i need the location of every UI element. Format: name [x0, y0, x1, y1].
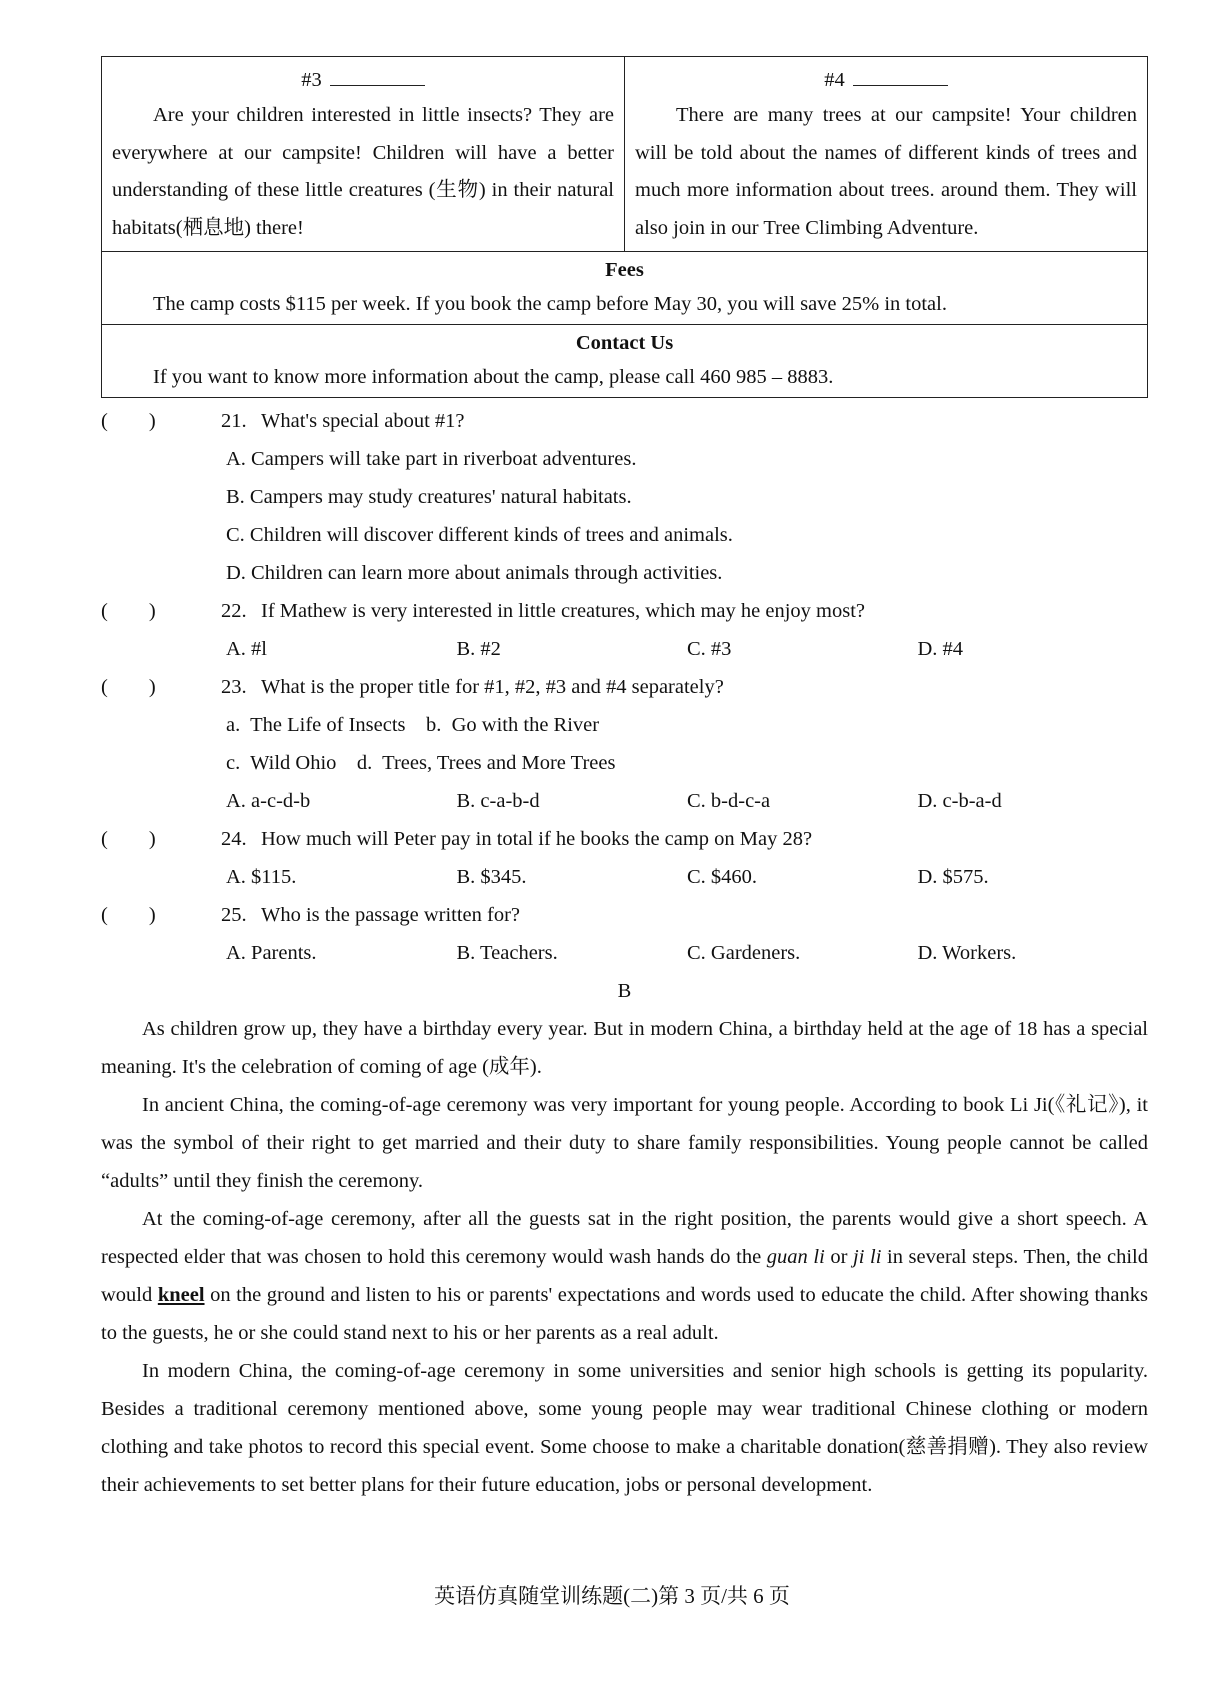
- answer-slot[interactable]: ( ): [101, 599, 156, 622]
- option[interactable]: A. #l: [226, 637, 267, 660]
- option[interactable]: C. $460.: [687, 865, 758, 888]
- option[interactable]: A. Parents.: [226, 941, 317, 964]
- cell-3: [102, 57, 625, 252]
- fees-cell: [102, 252, 1148, 325]
- paragraph-3-part-b: in several steps. Then, the child would: [101, 1246, 1148, 1306]
- fees-text: The camp costs $115 per week. If you book the camp before May 30, you will save 25% in total.: [153, 293, 947, 315]
- passage-b: [101, 1010, 1148, 1504]
- passage-paragraph-1: As children grow up, they have a birthday every year. But in modern China, a birthday held at the age of 18 has a special meaning. It's the celebration of coming of age (成年).: [101, 1018, 1148, 1078]
- term-ji-li: ji li: [853, 1246, 882, 1268]
- paragraph-3-part-c: on the ground and listen to his or parents' expectations and words used to educate the child. After showing thanks to the guests, he or she could stand next to his or her parents as a real adult.: [101, 1284, 1148, 1344]
- title-choices: a. The Life of Insects b. Go with the River: [226, 713, 600, 736]
- underlined-word-kneel: kneel: [157, 1284, 205, 1306]
- answer-slot[interactable]: ( ): [101, 827, 156, 850]
- question-stem: What's special about #1?: [261, 409, 465, 432]
- question-stem: If Mathew is very interested in little creatures, which may he enjoy most?: [261, 599, 865, 622]
- option[interactable]: C. #3: [687, 637, 732, 660]
- option[interactable]: C. Gardeners.: [687, 941, 801, 964]
- option[interactable]: D. #4: [917, 637, 964, 660]
- question-stem: How much will Peter pay in total if he books the camp on May 28?: [261, 827, 813, 850]
- contact-title: Contact Us: [575, 332, 674, 354]
- contact-text: If you want to know more information about the camp, please call 460 985 – 8883.: [153, 366, 834, 388]
- option[interactable]: B. Campers may study creatures' natural habitats.: [226, 485, 632, 508]
- question-number: 21.: [221, 409, 247, 432]
- option[interactable]: A. $115.: [226, 865, 297, 888]
- question-number: 25.: [221, 903, 247, 926]
- question-21-options: [101, 440, 1148, 592]
- option[interactable]: D. Children can learn more about animals through activities.: [226, 561, 723, 584]
- option[interactable]: B. $345.: [456, 865, 527, 888]
- question-22: [101, 592, 1148, 630]
- option[interactable]: B. #2: [456, 637, 501, 660]
- option[interactable]: A. a-c-d-b: [226, 789, 311, 812]
- question-list: [101, 402, 1148, 972]
- contact-cell: [102, 325, 1148, 398]
- question-21: [101, 402, 1148, 440]
- cell-3-text: Are your children interested in little insects? They are everywhere at our campsite! Children will have a better understanding of these little creatures (生物) in their natural habitats(栖息地) there!: [112, 104, 614, 239]
- paragraph-3-part-a: At the coming-of-age ceremony, after all the guests sat in the right position, the parents would give a short speech. A respected elder that was chosen to hold this ceremony would wash hands do the: [101, 1208, 1148, 1268]
- fees-title: Fees: [605, 259, 644, 281]
- section-b-heading: B: [617, 980, 632, 1002]
- passage-paragraph-2: In ancient China, the coming-of-age ceremony was very important for young people. According to book Li Ji(《礼记》), it was the symbol of their right to get married and their duty to share family responsibilities. Young people cannot be called “adults” until they finish the ceremony.: [101, 1094, 1148, 1192]
- paragraph-3-or: or: [824, 1246, 854, 1268]
- answer-slot[interactable]: ( ): [101, 409, 156, 432]
- option[interactable]: D. c-b-a-d: [917, 789, 1002, 812]
- question-stem: Who is the passage written for?: [261, 903, 521, 926]
- title-choices: c. Wild Ohio d. Trees, Trees and More Trees: [226, 751, 616, 774]
- option[interactable]: B. Teachers.: [456, 941, 558, 964]
- answer-slot[interactable]: ( ): [101, 675, 156, 698]
- cell-4: [625, 57, 1148, 252]
- option[interactable]: C. Children will discover different kinds of trees and animals.: [226, 523, 733, 546]
- answer-slot[interactable]: ( ): [101, 903, 156, 926]
- question-25: [101, 896, 1148, 934]
- option[interactable]: A. Campers will take part in riverboat adventures.: [226, 447, 637, 470]
- cell-4-heading: #4: [824, 69, 845, 91]
- question-stem: What is the proper title for #1, #2, #3 and #4 separately?: [261, 675, 724, 698]
- question-24: [101, 820, 1148, 858]
- exam-page: [101, 56, 1148, 1504]
- question-number: 23.: [221, 675, 247, 698]
- passage-paragraph-4: In modern China, the coming-of-age ceremony in some universities and senior high schools is getting its popularity. Besides a traditional ceremony mentioned above, some young people may wear traditional Chinese clothing or modern clothing and take photos to record this special event. Some choose to make a charitable donation(慈善捐赠). They also review their achievements to set better plans for their future education, jobs or personal development.: [101, 1360, 1148, 1496]
- question-25-options: [101, 934, 1148, 972]
- page-footer: 英语仿真随堂训练题(二)第 3 页/共 6 页: [434, 1584, 790, 1608]
- question-22-options: [101, 630, 1148, 668]
- cell-4-text: There are many trees at our campsite! Your children will be told about the names of different kinds of trees and much more information about trees. around them. They will also join in our Tree Climbing Adventure.: [635, 104, 1137, 239]
- option[interactable]: C. b-d-c-a: [687, 789, 771, 812]
- camp-info-table: [101, 56, 1148, 398]
- question-number: 22.: [221, 599, 247, 622]
- question-24-options: [101, 858, 1148, 896]
- passage-paragraph-3: [101, 1200, 1148, 1352]
- answer-blank-4: [853, 63, 948, 86]
- term-guan-li: guan li: [766, 1246, 825, 1268]
- option[interactable]: D. Workers.: [917, 941, 1017, 964]
- question-23: [101, 668, 1148, 706]
- cell-3-heading: #3: [301, 69, 322, 91]
- option[interactable]: B. c-a-b-d: [456, 789, 540, 812]
- answer-blank-3: [330, 63, 425, 86]
- question-number: 24.: [221, 827, 247, 850]
- option[interactable]: D. $575.: [917, 865, 989, 888]
- question-23-options: [101, 706, 1148, 820]
